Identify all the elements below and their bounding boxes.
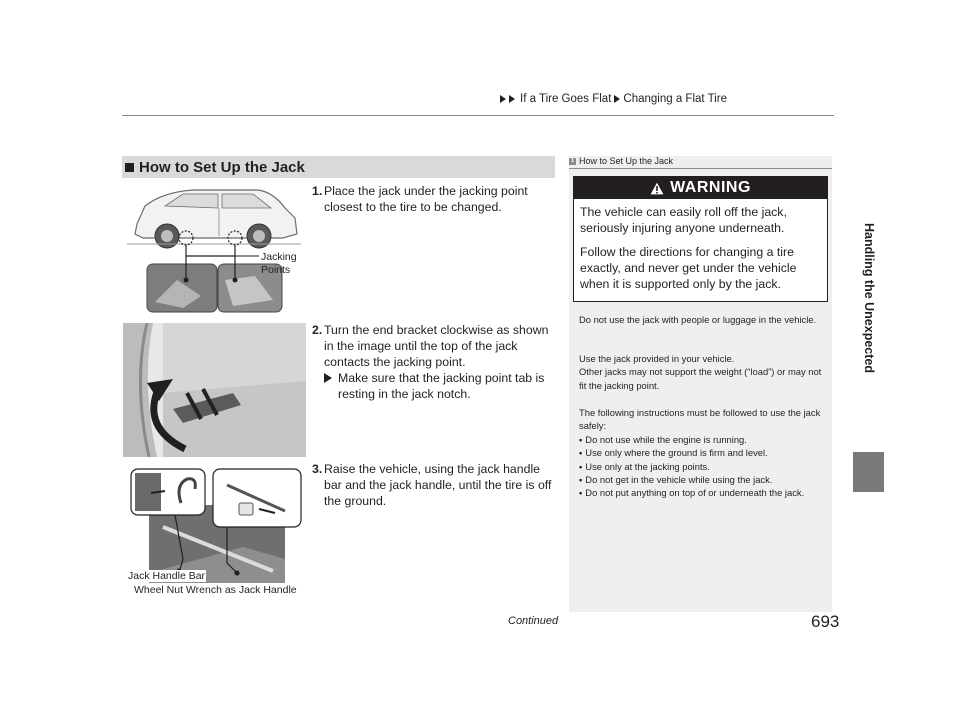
sidebar-para-3: The following instructions must be followed to use the jack safely: — [579, 407, 821, 432]
label-points: Points — [261, 264, 291, 276]
chapter-marker — [853, 452, 884, 492]
figure-end-bracket — [123, 323, 306, 457]
substep-text: Make sure that the jacking point tab is resting in the jack notch. — [338, 371, 545, 401]
step-number: 3. — [312, 462, 323, 476]
sidebar-para-2 — [579, 352, 824, 392]
step-text: Turn the end bracket clockwise as shown in the image until the top of the jack contacts the jacking point. — [324, 323, 549, 369]
step-substep — [324, 370, 557, 402]
step-text: Raise the vehicle, using the jack handle bar and the jack handle, until the tire is off the ground. — [324, 462, 552, 508]
section-square-icon — [125, 163, 134, 172]
sidebar-para-2-line-1: Use the jack provided in your vehicle. — [579, 353, 735, 364]
page-number: 693 — [811, 612, 840, 631]
label-jack-handle-bar: Jack Handle Bar — [128, 570, 206, 582]
breadcrumb-item-flat-tire[interactable]: If a Tire Goes Flat — [520, 93, 612, 105]
breadcrumb-arrow-icon — [614, 95, 620, 103]
section-heading — [122, 156, 555, 178]
breadcrumb-item-changing-tire[interactable]: Changing a Flat Tire — [623, 93, 727, 105]
continued-label: Continued — [508, 615, 559, 627]
sidebar-ref-heading — [569, 156, 832, 166]
warning-text-1: The vehicle can easily roll off the jack, seriously injuring anyone underneath. — [580, 205, 787, 235]
label-jacking: Jacking — [261, 251, 297, 263]
sidebar-rule — [569, 168, 832, 169]
step-2 — [312, 322, 557, 402]
substep-arrow-icon — [324, 373, 332, 383]
chapter-tab-label: Handling the Unexpected — [862, 222, 876, 374]
breadcrumb — [500, 93, 727, 105]
figure-label-jacking-points — [261, 251, 297, 277]
step-3 — [312, 461, 557, 509]
breadcrumb-arrow-icon — [500, 95, 506, 103]
label-wheel-nut-wrench: Wheel Nut Wrench as Jack Handle — [134, 584, 297, 596]
step-number: 2. — [312, 323, 323, 337]
step-1 — [312, 183, 557, 215]
list-item: • Do not use while the engine is running. — [579, 434, 747, 445]
list-item: • Do not get in the vehicle while using the jack. — [579, 473, 773, 485]
warning-title: WARNING — [670, 179, 751, 196]
step-text: Place the jack under the jacking point closest to the tire to be changed. — [324, 184, 528, 214]
sidebar-ref-title: How to Set Up the Jack — [579, 156, 674, 166]
section-title: How to Set Up the Jack — [139, 158, 305, 176]
header-rule — [122, 115, 834, 116]
sidebar-para-2-line-2: Other jacks may not support the weight (“load”) or may not fit the jacking point. — [579, 366, 822, 391]
warning-header — [574, 177, 827, 199]
ref-number-icon: 1 — [570, 158, 575, 164]
list-item: • Do not put anything on top of or underneath the jack. — [579, 487, 805, 499]
chapter-tab[interactable] — [851, 143, 887, 453]
step-number: 1. — [312, 184, 323, 198]
breadcrumb-arrow-icon — [509, 95, 515, 103]
warning-triangle-icon — [650, 182, 664, 195]
sidebar-bullet-list — [579, 433, 824, 499]
list-item: • Use only at the jacking points. — [579, 460, 710, 472]
list-item: • Use only where the ground is firm and level. — [579, 447, 768, 459]
sidebar-para-1: Do not use the jack with people or luggage in the vehicle. — [579, 314, 817, 325]
warning-text-2: Follow the directions for changing a tire exactly, and never get under the vehicle when it is supported only by the jack. — [580, 245, 797, 291]
